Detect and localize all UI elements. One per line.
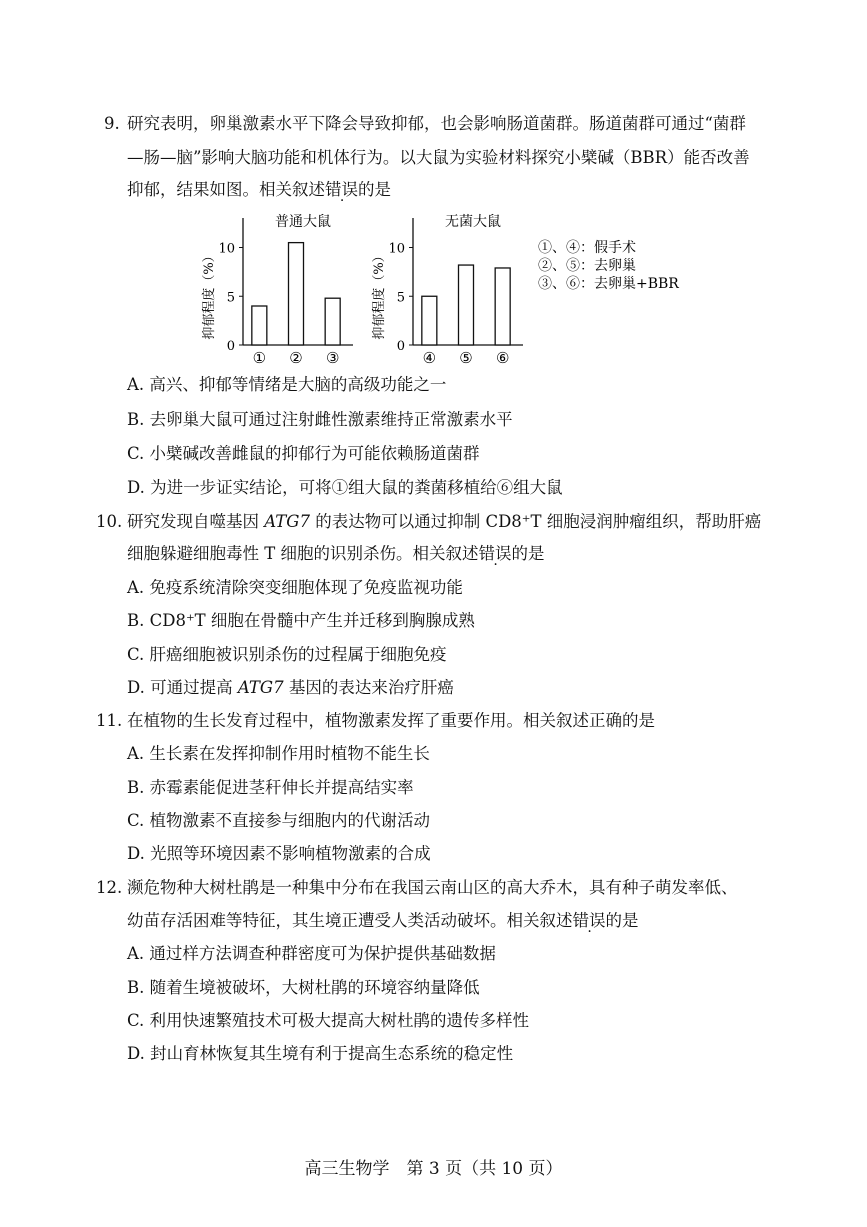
x-tick-label: ⑥ [495,349,510,367]
question-9-stem-line1: 研究表明，卵巢激素水平下降会导致抑郁，也会影响肠道菌群。肠道菌群可通过“菌群 [127,114,746,133]
question-12-option-b: B. 随着生境被破坏，大树杜鹃的环境容纳量降低 [127,978,480,997]
bar [459,265,474,345]
chart-title: 普通大鼠 [275,214,331,230]
question-9-option-d: D. 为进一步证实结论，可将①组大鼠的粪菌移植给⑥组大鼠 [127,478,563,497]
chart-germfree-rats [371,213,523,367]
bar [252,306,267,345]
question-10-number: 10. [96,512,123,531]
question-12-stem-line2: 幼苗存活困难等特征，其生境正遭受人类活动破坏。相关叙述错误的是 [127,911,639,930]
question-11-option-d: D. 光照等环境因素不影响植物激素的合成 [127,844,431,863]
y-tick-label: 5 [226,290,235,306]
y-tick-label: 10 [388,241,405,257]
bar-charts-figure [195,208,715,368]
y-tick-label: 0 [226,339,235,354]
legend-entry: ①、④：假手术 [538,240,636,256]
question-10-option-d: D. 可通过提高 ATG7 基因的表达来治疗肝癌 [127,678,454,697]
question-12-option-a: A. 通过样方法调查种群密度可为保护提供基础数据 [127,944,496,963]
x-tick-label: ② [289,349,303,367]
question-9-number: 9. [104,114,120,133]
question-11-option-c: C. 植物激素不直接参与细胞内的代谢活动 [127,811,431,830]
chart-title: 无菌大鼠 [445,214,501,230]
chart-legend [538,239,679,292]
page-footer: 高三生物学 第 3 页（共 10 页） [304,1159,563,1179]
bar [422,296,437,345]
question-9-stem-line3: 抑郁，结果如图。相关叙述错误的是 [127,180,391,199]
question-12-number: 12. [96,878,123,897]
question-10-option-c: C. 肝癌细胞被识别杀伤的过程属于细胞免疫 [127,645,447,664]
question-11-option-a: A. 生长素在发挥抑制作用时植物不能生长 [127,744,430,763]
emphasis-word: 错误 [572,911,606,930]
y-tick-label: 0 [396,339,405,354]
x-tick-label: ① [252,349,267,367]
question-12-option-d: D. 封山育林恢复其生境有利于提高生态系统的稳定性 [127,1044,514,1063]
emphasis-word: 错误 [325,180,358,199]
question-11-stem-line1: 在植物的生长发育过程中，植物激素发挥了重要作用。相关叙述正确的是 [127,711,655,730]
y-tick-label: 5 [396,290,405,306]
question-10-option-a: A. 免疫系统清除突变细胞体现了免疫监视功能 [127,578,463,597]
x-tick-label: ⑤ [459,349,473,367]
legend-entry: ②、⑤：去卵巢 [538,258,636,274]
question-11-option-b: B. 赤霉素能促进茎秆伸长并提高结实率 [127,778,414,797]
x-tick-label: ③ [325,349,340,367]
question-9-option-a: A. 高兴、抑郁等情绪是大脑的高级功能之一 [127,375,447,394]
question-10-stem-line2: 细胞躲避细胞毒性 T 细胞的识别杀伤。相关叙述错误的是 [127,544,545,563]
y-axis-label: 抑郁程度（%） [372,249,387,340]
question-9-option-c: C. 小檗碱改善雌鼠的抑郁行为可能依赖肠道菌群 [127,444,480,463]
y-tick-label: 10 [218,241,235,257]
chart-normal-rats [201,213,353,367]
question-11-number: 11. [96,711,123,730]
x-tick-label: ④ [422,349,437,367]
legend-entry: ③、⑥：去卵巢+BBR [538,276,679,292]
question-9-stem-line2: —肠—脑”影响大脑功能和机体行为。以大鼠为实验材料探究小檗碱（BBR）能否改善 [127,148,750,167]
question-12-stem-line1: 濒危物种大树杜鹃是一种集中分布在我国云南山区的高大乔木，具有种子萌发率低、 [127,878,738,897]
question-12-option-c: C. 利用快速繁殖技术可极大提高大树杜鹃的遗传多样性 [127,1011,530,1030]
bar [289,243,304,345]
y-axis-label: 抑郁程度（%） [202,249,217,340]
bar [325,298,340,345]
question-9-option-b: B. 去卵巢大鼠可通过注射雌性激素维持正常激素水平 [127,410,513,429]
question-10-option-b: B. CD8⁺T 细胞在骨髓中产生并迁移到胸腺成熟 [127,611,475,630]
question-10-stem-line1: 研究发现自噬基因 ATG7 的表达物可以通过抑制 CD8⁺T 细胞浸润肿瘤组织，帮助肝癌 [127,512,762,531]
bar [495,268,510,345]
emphasis-word: 错误 [478,544,512,563]
